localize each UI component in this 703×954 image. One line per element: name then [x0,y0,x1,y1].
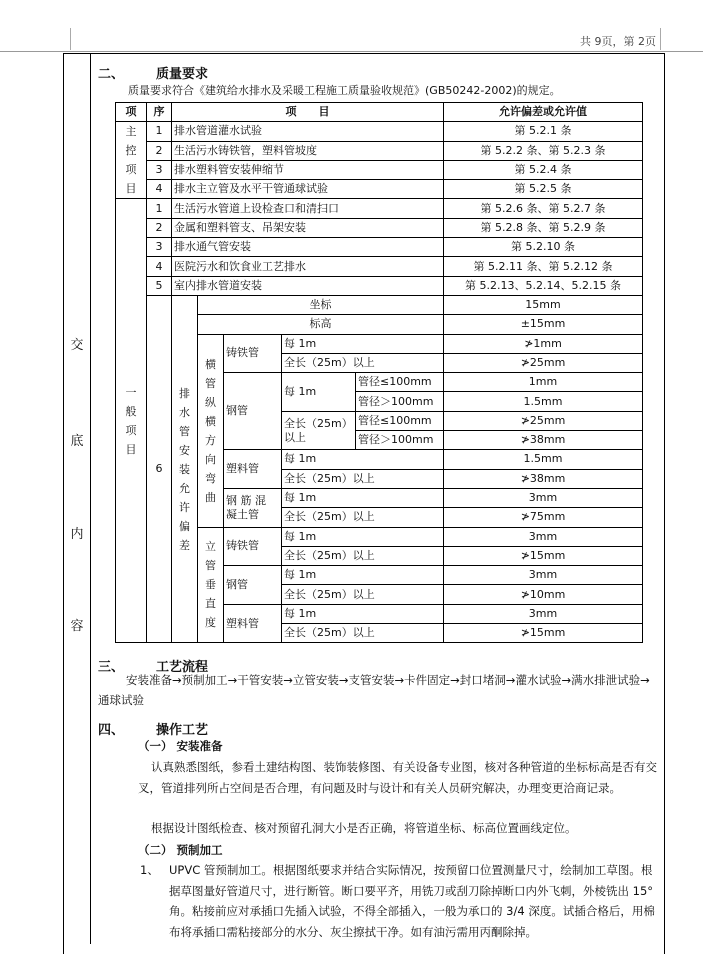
table-row [116,276,643,295]
value-cell: ≯75mm [444,508,643,527]
group-char: 目 [125,182,137,196]
label-char: 安 [179,443,190,457]
elev-label: 标高 [198,315,444,334]
label-char: 方 [205,433,216,447]
value-cell: ≯25mm [444,411,643,430]
label-char: 弯 [205,471,216,485]
spec-cell [282,411,356,450]
value-cell: ±15mm [444,315,643,334]
spec-cell: 每 1m [282,527,444,546]
paragraph: 根据设计图纸检查、核对预留孔洞大小是否正确，将管道坐标、标高位置画线定位。 [151,821,577,835]
diameter-cell: 管径＞100mm [356,431,444,450]
spec-cell: 每 1m [282,566,444,585]
section-heading [98,719,209,738]
label-char: 曲 [205,490,216,504]
diameter-cell: 管径≤100mm [356,373,444,392]
row-number: 2 [147,218,172,237]
label-char: 横 [205,357,216,371]
header-cell: 序 [147,103,172,122]
header-cell: 项 目 [172,103,444,122]
section-title: 质量要求 [156,67,209,82]
material-cell: 塑料管 [224,450,282,489]
subsection-heading: （二） 预制加工 [138,843,223,857]
side-label-char: 底 [70,434,84,449]
value-cell: 1.5mm [444,392,643,411]
row-number: 1 [147,199,172,218]
label-char: 管 [205,376,216,390]
paragraph: 认真熟悉图纸，参看土建结构图、装饰装修图、有关设备专业图，核对各种管道的坐标标高是否有交叉，管道排列所占空间是否合理，有问题及时与设计和有关人员研究解决，办理变更洽商记录。 [138,760,657,795]
material-cell: 钢 筋 混 凝土管 [224,488,282,527]
section-number: 四、 [98,723,125,738]
section-number: 三、 [98,660,125,675]
table-row [116,238,643,257]
label-char: 允 [179,481,190,495]
item-cell: 医院污水和饮食业工艺排水 [172,257,444,276]
label-char: 纵 [205,395,216,409]
material-cell: 塑料管 [224,604,282,643]
value-cell: ≯15mm [444,624,643,643]
value-cell: 1.5mm [444,450,643,469]
label-char: 管 [205,559,216,573]
value-cell: ≯10mm [444,585,643,604]
material-cell: 钢管 [224,373,282,450]
table-row [116,218,643,237]
vertical-label [198,527,224,643]
value-cell: ≯1mm [444,334,643,353]
group-char: 项 [125,423,137,437]
crop-mark-right [660,28,661,50]
value-cell: 第 5.2.8 条、第 5.2.9 条 [444,218,643,237]
label-char: 直 [205,597,216,611]
spec-cell: 每 1m [282,334,444,353]
list-item: UPVC 管预制加工。根据图纸要求并结合实际情况，按预留口位置测量尺寸，绘制加工草图。根据草图量好管道尺寸，进行断管。断口要平齐，用铣刀或刮刀除掉断口内外飞刺，外棱铣出 15° 角。粘接前应对承插口先插入试验，不得全部插入，一般为承口的 3/4 深度。试插合格后，用棉布将承插口需粘接部分的水分、灰尘擦拭干净。如有油污需用丙酮除掉。 [169,863,655,939]
material-cell: 钢管 [224,566,282,605]
group-char: 主 [125,125,137,139]
value-cell: 第 5.2.1 条 [444,122,643,141]
item-cell: 金属和塑料管支、吊架安装 [172,218,444,237]
value-cell: 第 5.2.10 条 [444,238,643,257]
spec-cell: 全长（25m）以上 [282,353,444,372]
item-cell: 生活污水铸铁管，塑料管坡度 [172,141,444,160]
section-title: 工艺流程 [156,660,209,675]
crop-mark-left [70,28,71,50]
item-cell: 排水管道灌水试验 [172,122,444,141]
value-cell: 第 5.2.4 条 [444,160,643,179]
row-number: 4 [147,180,172,199]
value-cell: 第 5.2.2 条、第 5.2.3 条 [444,141,643,160]
list-number: 1、 [140,863,159,877]
diameter-cell: 管径≤100mm [356,411,444,430]
row-number: 3 [147,160,172,179]
table-row [116,141,643,160]
label-char: 排 [179,386,190,400]
value-cell: 第 5.2.5 条 [444,180,643,199]
spec-cell: 每 1m [282,450,444,469]
side-label-char: 内 [70,527,84,542]
value-cell: 3mm [444,604,643,623]
value-cell: 3mm [444,527,643,546]
spec-cell: 全长（25m）以上 [282,508,444,527]
label-char: 装 [179,462,190,476]
section-number: 二、 [98,67,125,82]
value-cell: ≯25mm [444,353,643,372]
label-char: 横 [205,414,216,428]
item-cell: 室内排水管道安装 [172,276,444,295]
table-row [116,160,643,179]
quality-table [115,102,643,643]
label-char: 许 [179,500,190,514]
side-label-char: 交 [70,338,84,353]
row6-label [172,295,198,642]
label-char: 差 [179,538,190,552]
value-cell: 第 5.2.11 条、第 5.2.12 条 [444,257,643,276]
row-number: 5 [147,276,172,295]
diameter-cell: 管径＞100mm [356,392,444,411]
value-cell: ≯15mm [444,546,643,565]
item-cell: 排水塑料管安装伸缩节 [172,160,444,179]
subsection-heading: （一） 安装准备 [138,739,223,753]
label-char: 垂 [205,578,216,592]
group-char: 一 [125,385,137,399]
value-cell: 15mm [444,295,643,314]
label-char: 管 [179,424,190,438]
table-row [116,257,643,276]
value-cell: 第 5.2.6 条、第 5.2.7 条 [444,199,643,218]
label-char: 立 [205,540,216,554]
main-control-label [116,122,147,199]
group-char: 控 [125,144,137,158]
item-cell: 排水通气管安装 [172,238,444,257]
header-cell: 项 [116,103,147,122]
table-row [116,199,643,218]
label-char: 度 [205,616,216,630]
value-cell: 3mm [444,566,643,585]
section-title: 操作工艺 [156,723,209,738]
label-char: 偏 [179,519,190,533]
horizontal-label [198,334,224,527]
material-cell: 铸铁管 [224,334,282,373]
value-cell: 1mm [444,373,643,392]
page-number: 共 9页，第 2页 [580,35,656,48]
item-cell: 生活污水管道上设检查口和清扫口 [172,199,444,218]
row-number: 6 [147,295,172,642]
header-cell: 允许偏差或允许值 [444,103,643,122]
section-heading [98,63,209,82]
side-label-char: 容 [70,619,84,634]
side-column-divider [90,53,91,944]
header-rule [0,51,703,52]
value-cell: ≯38mm [444,431,643,450]
spec-cell: 全长（25m）以上 [282,585,444,604]
group-char: 般 [125,404,137,418]
material-cell: 铸铁管 [224,527,282,566]
value-cell: 第 5.2.13、5.2.14、5.2.15 条 [444,276,643,295]
spec-cell: 每 1m [282,373,356,412]
spec-cell: 全长（25m）以上 [282,469,444,488]
section-intro: 质量要求符合《建筑给水排水及采暖工程施工质量验收规范》(GB50242-2002)的规定。 [128,84,561,97]
general-label [116,199,147,643]
item-cell: 排水主立管及水平干管通球试验 [172,180,444,199]
table-row [116,295,643,314]
row-number: 4 [147,257,172,276]
row-number: 1 [147,122,172,141]
label-char: 向 [205,452,216,466]
value-cell: ≯38mm [444,469,643,488]
value-cell: 3mm [444,488,643,507]
row-number: 3 [147,238,172,257]
spec-cell: 全长（25m）以上 [282,624,444,643]
group-char: 目 [125,442,137,456]
spec-cell: 每 1m [282,488,444,507]
spec-text: 全长（25m） [284,416,353,430]
spec-cell: 全长（25m）以上 [282,546,444,565]
coord-label: 坐标 [198,295,444,314]
row-number: 2 [147,141,172,160]
table-row [116,122,643,141]
process-flow: 安装准备→预制加工→干管安装→立管安装→支管安装→卡件固定→封口堵洞→灌水试验→满水排泄试验→通球试验 [98,673,650,707]
spec-text: 以上 [284,430,306,444]
table-header-row [116,103,643,122]
label-char: 水 [179,405,190,419]
spec-cell: 每 1m [282,604,444,623]
group-char: 项 [125,163,137,177]
table-row [116,180,643,199]
